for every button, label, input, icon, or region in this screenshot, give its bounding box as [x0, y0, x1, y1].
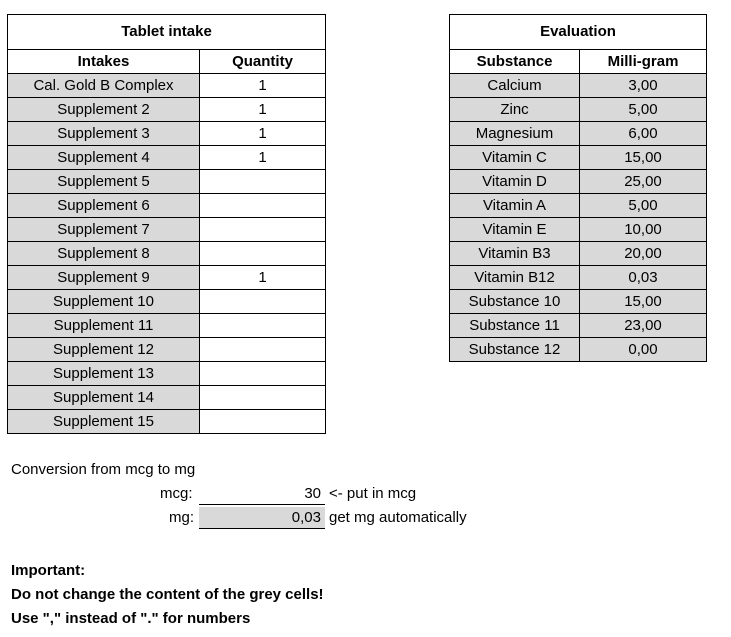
- milligram-cell[interactable]: 15,00: [580, 290, 707, 314]
- evaluation-row: [450, 218, 707, 242]
- intake-name-cell[interactable]: Supplement 8: [8, 242, 200, 266]
- grey-cells-warning: Do not change the content of the grey cells!: [11, 586, 324, 603]
- intake-name-cell[interactable]: Supplement 13: [8, 362, 200, 386]
- intake-quantity-cell[interactable]: [200, 410, 326, 434]
- tablet-intake-table: [7, 14, 326, 434]
- milligram-cell[interactable]: 6,00: [580, 122, 707, 146]
- mg-label: mg:: [169, 509, 195, 526]
- intake-row: [8, 410, 326, 434]
- evaluation-table: [449, 14, 707, 362]
- milligram-cell[interactable]: 15,00: [580, 146, 707, 170]
- substance-cell[interactable]: Substance 10: [450, 290, 580, 314]
- intake-name-cell[interactable]: Supplement 11: [8, 314, 200, 338]
- evaluation-rows: [450, 74, 707, 362]
- intake-row: [8, 194, 326, 218]
- intake-row: [8, 146, 326, 170]
- mcg-label: mcg:: [160, 485, 193, 502]
- intake-row: [8, 218, 326, 242]
- substance-cell[interactable]: Substance 12: [450, 338, 580, 362]
- evaluation-row: [450, 194, 707, 218]
- milligram-cell[interactable]: 0,00: [580, 338, 707, 362]
- intakes-column-header[interactable]: Intakes: [8, 50, 200, 74]
- intake-table-title[interactable]: Tablet intake: [8, 15, 326, 50]
- substance-cell[interactable]: Vitamin C: [450, 146, 580, 170]
- intake-quantity-cell[interactable]: [200, 170, 326, 194]
- intake-row: [8, 338, 326, 362]
- intake-row: [8, 242, 326, 266]
- evaluation-row: [450, 74, 707, 98]
- intake-row: [8, 314, 326, 338]
- intake-row: [8, 74, 326, 98]
- evaluation-row: [450, 266, 707, 290]
- mcg-input-cell[interactable]: 30: [199, 483, 325, 505]
- intake-name-cell[interactable]: Cal. Gold B Complex: [8, 74, 200, 98]
- substance-cell[interactable]: Zinc: [450, 98, 580, 122]
- evaluation-row: [450, 314, 707, 338]
- substance-cell[interactable]: Vitamin B3: [450, 242, 580, 266]
- substance-cell[interactable]: Vitamin D: [450, 170, 580, 194]
- intake-row: [8, 170, 326, 194]
- substance-cell[interactable]: Vitamin A: [450, 194, 580, 218]
- milligram-cell[interactable]: 23,00: [580, 314, 707, 338]
- intake-quantity-cell[interactable]: [200, 242, 326, 266]
- intake-quantity-cell[interactable]: 1: [200, 98, 326, 122]
- intake-row: [8, 98, 326, 122]
- milligram-cell[interactable]: 20,00: [580, 242, 707, 266]
- mg-note: get mg automatically: [329, 509, 467, 526]
- intake-quantity-cell[interactable]: 1: [200, 74, 326, 98]
- intake-quantity-cell[interactable]: [200, 362, 326, 386]
- evaluation-row: [450, 98, 707, 122]
- milligram-cell[interactable]: 3,00: [580, 74, 707, 98]
- number-format-note: Use "," instead of "." for numbers: [11, 610, 251, 627]
- intake-quantity-cell[interactable]: 1: [200, 122, 326, 146]
- milligram-cell[interactable]: 5,00: [580, 98, 707, 122]
- intake-row: [8, 122, 326, 146]
- intake-row: [8, 290, 326, 314]
- substance-cell[interactable]: Magnesium: [450, 122, 580, 146]
- evaluation-row: [450, 290, 707, 314]
- mg-output-cell[interactable]: 0,03: [199, 507, 325, 529]
- conversion-heading: Conversion from mcg to mg: [11, 461, 196, 478]
- intake-row: [8, 386, 326, 410]
- intake-name-cell[interactable]: Supplement 7: [8, 218, 200, 242]
- evaluation-table-title[interactable]: Evaluation: [450, 15, 707, 50]
- intake-quantity-cell[interactable]: [200, 386, 326, 410]
- milligram-cell[interactable]: 25,00: [580, 170, 707, 194]
- quantity-column-header[interactable]: Quantity: [200, 50, 326, 74]
- intake-quantity-cell[interactable]: 1: [200, 266, 326, 290]
- substance-column-header[interactable]: Substance: [450, 50, 580, 74]
- intake-row: [8, 362, 326, 386]
- milligram-column-header[interactable]: Milli-gram: [580, 50, 707, 74]
- evaluation-row: [450, 122, 707, 146]
- intake-quantity-cell[interactable]: [200, 218, 326, 242]
- milligram-cell[interactable]: 0,03: [580, 266, 707, 290]
- substance-cell[interactable]: Vitamin E: [450, 218, 580, 242]
- intake-name-cell[interactable]: Supplement 4: [8, 146, 200, 170]
- mcg-note: <- put in mcg: [329, 485, 417, 502]
- intake-quantity-cell[interactable]: [200, 338, 326, 362]
- evaluation-row: [450, 146, 707, 170]
- intake-name-cell[interactable]: Supplement 14: [8, 386, 200, 410]
- substance-cell[interactable]: Calcium: [450, 74, 580, 98]
- intake-name-cell[interactable]: Supplement 12: [8, 338, 200, 362]
- evaluation-row: [450, 170, 707, 194]
- evaluation-row: [450, 242, 707, 266]
- intake-name-cell[interactable]: Supplement 2: [8, 98, 200, 122]
- intake-quantity-cell[interactable]: 1: [200, 146, 326, 170]
- intake-name-cell[interactable]: Supplement 15: [8, 410, 200, 434]
- substance-cell[interactable]: Vitamin B12: [450, 266, 580, 290]
- intake-name-cell[interactable]: Supplement 9: [8, 266, 200, 290]
- milligram-cell[interactable]: 10,00: [580, 218, 707, 242]
- substance-cell[interactable]: Substance 11: [450, 314, 580, 338]
- important-heading: Important:: [11, 562, 86, 579]
- evaluation-row: [450, 338, 707, 362]
- intake-name-cell[interactable]: Supplement 3: [8, 122, 200, 146]
- intake-name-cell[interactable]: Supplement 6: [8, 194, 200, 218]
- intake-rows: [8, 74, 326, 434]
- intake-name-cell[interactable]: Supplement 5: [8, 170, 200, 194]
- milligram-cell[interactable]: 5,00: [580, 194, 707, 218]
- intake-quantity-cell[interactable]: [200, 290, 326, 314]
- intake-row: [8, 266, 326, 290]
- intake-quantity-cell[interactable]: [200, 194, 326, 218]
- intake-quantity-cell[interactable]: [200, 314, 326, 338]
- intake-name-cell[interactable]: Supplement 10: [8, 290, 200, 314]
